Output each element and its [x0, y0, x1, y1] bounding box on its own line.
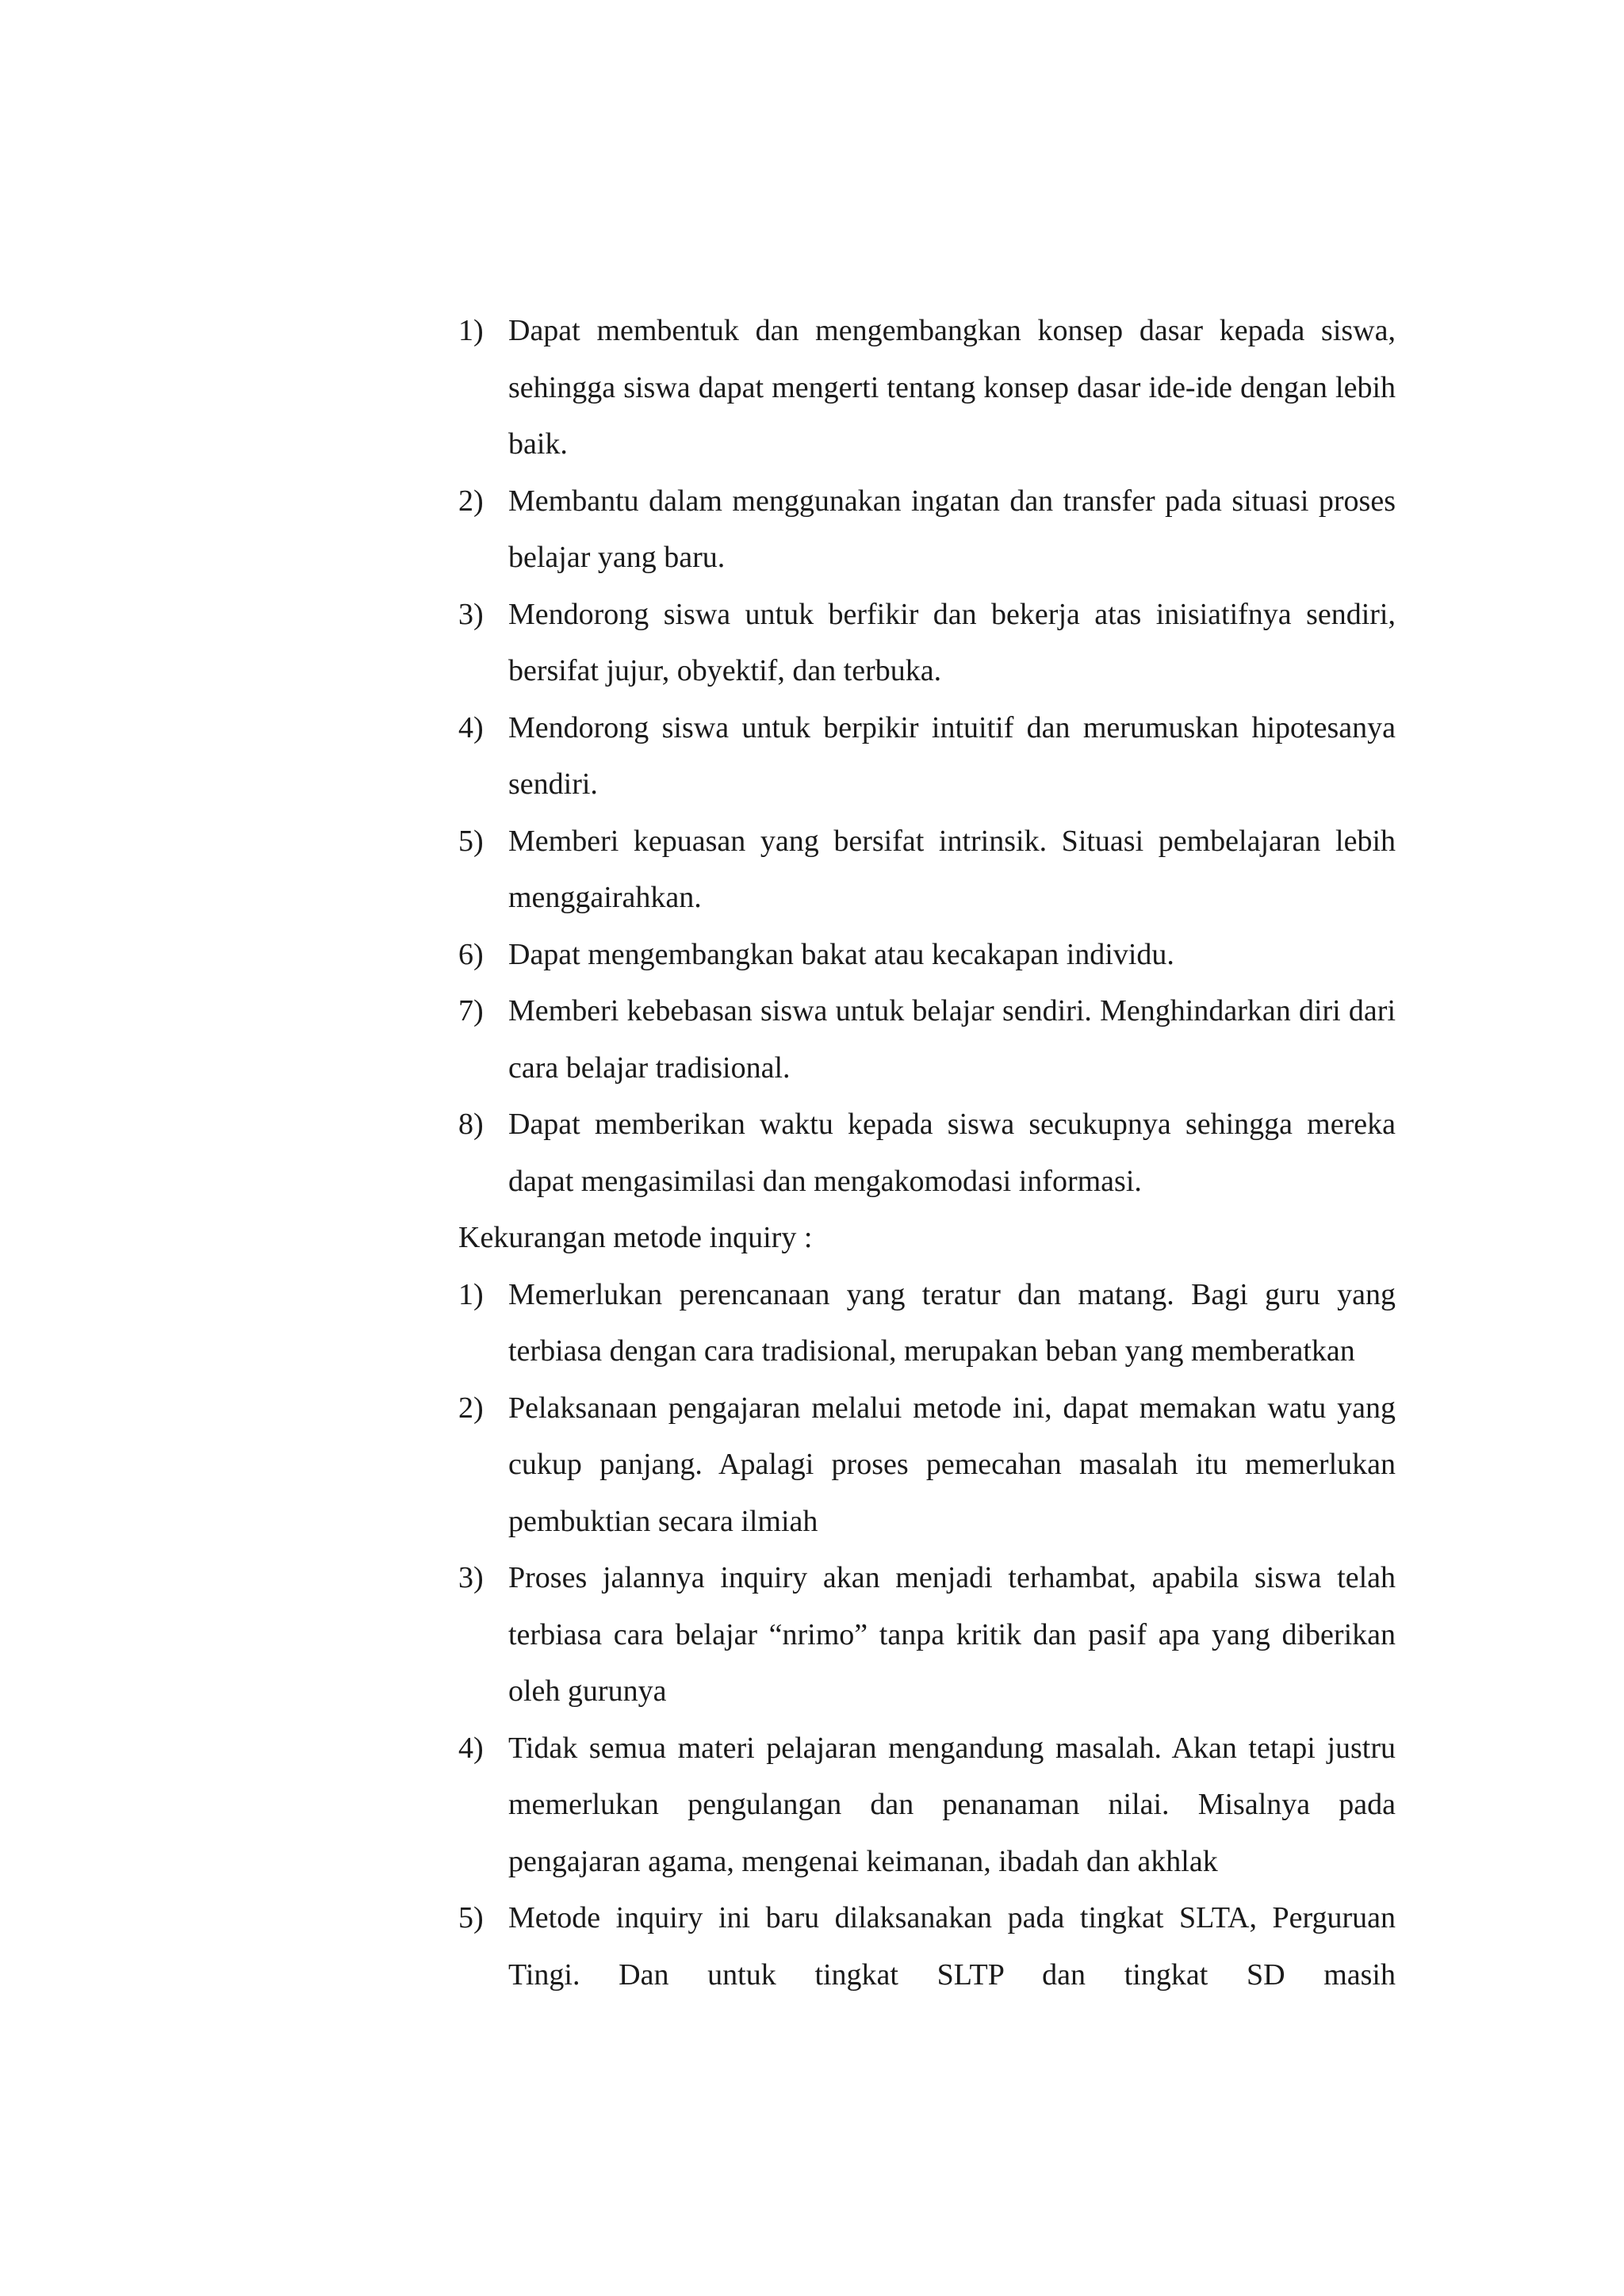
item-text: Dapat membentuk dan mengembangkan konsep dasar kepada siswa, sehingga siswa dapat mengerti tentang konsep dasar ide-ide dengan lebih baik.	[508, 314, 1396, 461]
item-number: 5)	[458, 1901, 484, 1934]
item-number: 2)	[458, 1391, 484, 1425]
disadvantages-heading: Kekurangan metode inquiry :	[458, 1221, 813, 1254]
item-number: 5)	[458, 824, 484, 858]
item-number: 1)	[458, 314, 484, 347]
advantage-item-3	[458, 587, 1396, 700]
disadvantage-item-4	[458, 1720, 1396, 1891]
advantage-item-5	[458, 813, 1396, 927]
item-text: Tidak semua materi pelajaran mengandung masalah. Akan tetapi justru memerlukan pengulangan dan penanaman nilai. Misalnya pada pengajaran agama, mengenai keimanan, ibadah dan akhlak	[508, 1731, 1396, 1878]
item-number: 8)	[458, 1108, 484, 1141]
item-text: Pelaksanaan pengajaran melalui metode ini, dapat memakan watu yang cukup panjang. Apalagi proses pemecahan masalah itu memerlukan pembuktian secara ilmiah	[508, 1391, 1396, 1538]
advantage-item-2	[458, 473, 1396, 587]
disadvantage-item-2	[458, 1380, 1396, 1551]
item-text: Memberi kepuasan yang bersifat intrinsik. Situasi pembelajaran lebih menggairahkan.	[508, 824, 1396, 914]
item-text: Memerlukan perencanaan yang teratur dan matang. Bagi guru yang terbiasa dengan cara tradisional, merupakan beban yang memberatkan	[508, 1277, 1396, 1368]
item-number: 6)	[458, 937, 484, 971]
item-number: 2)	[458, 484, 484, 518]
disadvantage-item-3	[458, 1550, 1396, 1720]
advantage-item-7	[458, 983, 1396, 1096]
item-number: 3)	[458, 1561, 484, 1594]
item-text: Proses jalannya inquiry akan menjadi terhambat, apabila siswa telah terbiasa cara belajar “nrimo” tanpa kritik dan pasif apa yang diberikan oleh gurunya	[508, 1561, 1396, 1708]
disadvantage-item-1	[458, 1267, 1396, 1380]
item-text: Membantu dalam menggunakan ingatan dan transfer pada situasi proses belajar yang baru.	[508, 484, 1396, 574]
advantage-item-4	[458, 700, 1396, 813]
item-number: 1)	[458, 1277, 484, 1311]
item-text: Metode inquiry ini baru dilaksanakan pada tingkat SLTA, Perguruan Tingi. Dan untuk tingkat SLTP dan tingkat SD masih	[508, 1901, 1396, 1992]
disadvantage-item-5	[458, 1890, 1396, 2003]
item-text: Mendorong siswa untuk berpikir intuitif dan merumuskan hipotesanya sendiri.	[508, 710, 1396, 801]
item-text: Dapat mengembangkan bakat atau kecakapan individu.	[508, 937, 1174, 971]
item-number: 3)	[458, 597, 484, 631]
advantage-item-8	[458, 1096, 1396, 1210]
advantage-item-1	[458, 303, 1396, 473]
advantage-item-6	[458, 927, 1396, 984]
item-number: 4)	[458, 710, 484, 744]
item-text: Memberi kebebasan siswa untuk belajar sendiri. Menghindarkan diri dari cara belajar tradisional.	[508, 994, 1396, 1085]
item-text: Dapat memberikan waktu kepada siswa secukupnya sehingga mereka dapat mengasimilasi dan mengakomodasi informasi.	[508, 1108, 1396, 1198]
page-body	[458, 303, 1396, 2003]
item-text: Mendorong siswa untuk berfikir dan bekerja atas inisiatifnya sendiri, bersifat jujur, obyektif, dan terbuka.	[508, 597, 1396, 687]
item-number: 7)	[458, 994, 484, 1027]
item-number: 4)	[458, 1731, 484, 1765]
